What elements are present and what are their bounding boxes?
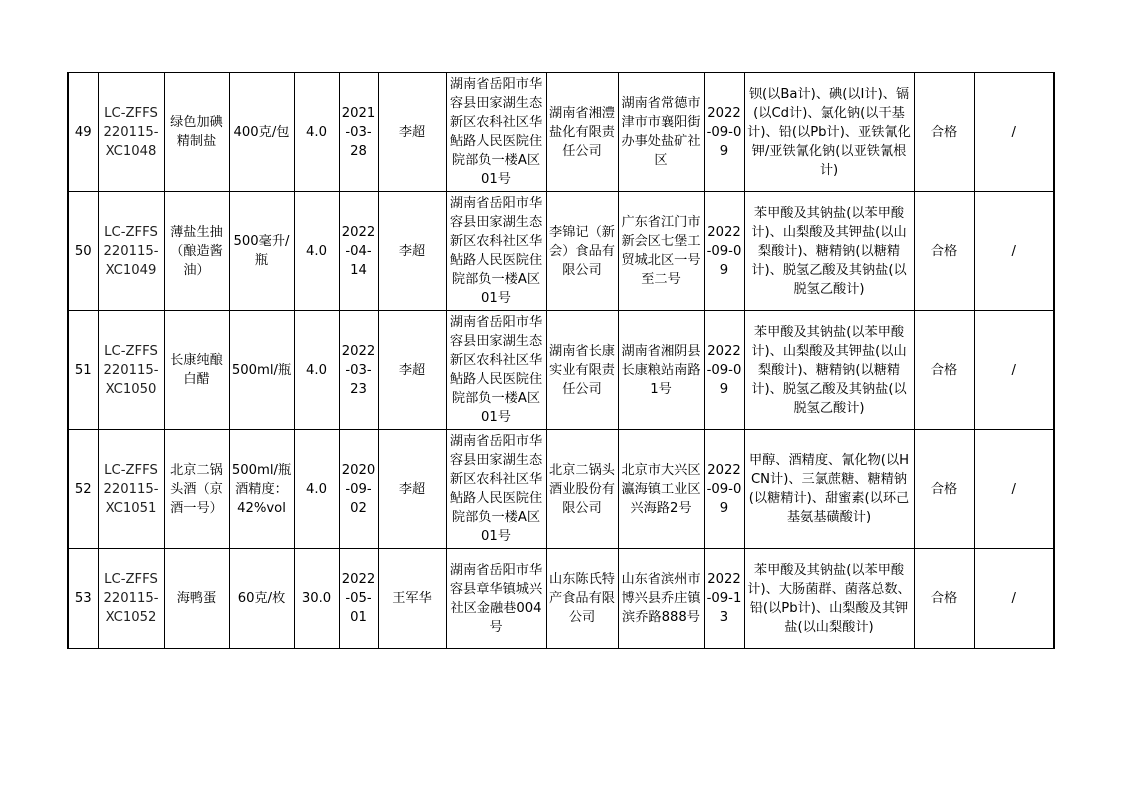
production-date: 2022-03-23 <box>339 311 378 430</box>
product-name: 绿色加碘精制盐 <box>164 73 229 192</box>
row-number: 51 <box>68 311 98 430</box>
product-name: 长康纯酿白醋 <box>164 311 229 430</box>
remark: / <box>974 549 1054 649</box>
remark: / <box>974 430 1054 549</box>
product-spec: 500ml/瓶 <box>229 311 294 430</box>
sampling-site: 湖南省岳阳市华容县田家湖生态新区农科社区华鲇路人民医院住院部负一楼A区01号 <box>446 430 546 549</box>
sample-code: LC-ZFFS220115-XC1051 <box>98 430 164 549</box>
producer-name: 李锦记（新会）食品有限公司 <box>546 192 618 311</box>
sample-code: LC-ZFFS220115-XC1048 <box>98 73 164 192</box>
product-price: 4.0 <box>294 430 339 549</box>
producer-address: 北京市大兴区瀛海镇工业区兴海路2号 <box>618 430 704 549</box>
test-result: 合格 <box>914 73 974 192</box>
product-price: 4.0 <box>294 311 339 430</box>
test-date: 2022-09-09 <box>704 311 744 430</box>
test-items: 甲醇、酒精度、氰化物(以HCN计)、三氯蔗糖、糖精钠(以糖精计)、甜蜜素(以环己基氨基磺酸计) <box>744 430 914 549</box>
producer-name: 北京二锅头酒业股份有限公司 <box>546 430 618 549</box>
sample-code: LC-ZFFS220115-XC1050 <box>98 311 164 430</box>
sample-code: LC-ZFFS220115-XC1049 <box>98 192 164 311</box>
test-date: 2022-09-09 <box>704 73 744 192</box>
table-row <box>68 73 1054 192</box>
product-spec: 400克/包 <box>229 73 294 192</box>
test-date: 2022-09-09 <box>704 430 744 549</box>
producer-name: 湖南省长康实业有限责任公司 <box>546 311 618 430</box>
product-spec: 500ml/瓶 酒精度：42%vol <box>229 430 294 549</box>
sampler-name: 李超 <box>378 192 446 311</box>
production-date: 2021-03-28 <box>339 73 378 192</box>
row-number: 50 <box>68 192 98 311</box>
test-result: 合格 <box>914 192 974 311</box>
producer-address: 广东省江门市新会区七堡工贸城北区一号至二号 <box>618 192 704 311</box>
sampling-site: 湖南省岳阳市华容县章华镇城兴社区金融巷004号 <box>446 549 546 649</box>
product-price: 4.0 <box>294 73 339 192</box>
row-number: 49 <box>68 73 98 192</box>
product-spec: 500毫升/瓶 <box>229 192 294 311</box>
production-date: 2020-09-02 <box>339 430 378 549</box>
table-row <box>68 192 1054 311</box>
product-spec: 60克/枚 <box>229 549 294 649</box>
row-number: 53 <box>68 549 98 649</box>
sampler-name: 李超 <box>378 73 446 192</box>
test-date: 2022-09-09 <box>704 192 744 311</box>
test-items: 苯甲酸及其钠盐(以苯甲酸计)、大肠菌群、菌落总数、铅(以Pb计)、山梨酸及其钾盐(以山梨酸计) <box>744 549 914 649</box>
product-name: 薄盐生抽（酿造酱油） <box>164 192 229 311</box>
test-date: 2022-09-13 <box>704 549 744 649</box>
sampler-name: 李超 <box>378 311 446 430</box>
product-price: 30.0 <box>294 549 339 649</box>
remark: / <box>974 192 1054 311</box>
test-items: 苯甲酸及其钠盐(以苯甲酸计)、山梨酸及其钾盐(以山梨酸计)、糖精钠(以糖精计)、脱氢乙酸及其钠盐(以脱氢乙酸计) <box>744 311 914 430</box>
production-date: 2022-04-14 <box>339 192 378 311</box>
sampling-site: 湖南省岳阳市华容县田家湖生态新区农科社区华鲇路人民医院住院部负一楼A区01号 <box>446 311 546 430</box>
table-row <box>68 549 1054 649</box>
producer-address: 湖南省常德市津市市襄阳街办事处盐矿社区 <box>618 73 704 192</box>
row-number: 52 <box>68 430 98 549</box>
sample-code: LC-ZFFS220115-XC1052 <box>98 549 164 649</box>
product-name: 北京二锅头酒（京酒一号） <box>164 430 229 549</box>
sampler-name: 李超 <box>378 430 446 549</box>
sampling-site: 湖南省岳阳市华容县田家湖生态新区农科社区华鲇路人民医院住院部负一楼A区01号 <box>446 192 546 311</box>
table-row <box>68 311 1054 430</box>
sampling-site: 湖南省岳阳市华容县田家湖生态新区农科社区华鲇路人民医院住院部负一楼A区01号 <box>446 73 546 192</box>
producer-address: 山东省滨州市博兴县乔庄镇滨乔路888号 <box>618 549 704 649</box>
remark: / <box>974 73 1054 192</box>
test-items: 苯甲酸及其钠盐(以苯甲酸计)、山梨酸及其钾盐(以山梨酸计)、糖精钠(以糖精计)、脱氢乙酸及其钠盐(以脱氢乙酸计) <box>744 192 914 311</box>
test-result: 合格 <box>914 311 974 430</box>
test-result: 合格 <box>914 549 974 649</box>
test-result: 合格 <box>914 430 974 549</box>
production-date: 2022-05-01 <box>339 549 378 649</box>
producer-name: 山东陈氏特产食品有限公司 <box>546 549 618 649</box>
producer-address: 湖南省湘阴县长康粮站南路1号 <box>618 311 704 430</box>
sampler-name: 王军华 <box>378 549 446 649</box>
table-row <box>68 430 1054 549</box>
inspection-results-table <box>67 72 1055 649</box>
test-items: 钡(以Ba计)、碘(以I计)、镉(以Cd计)、氯化钠(以干基计)、铅(以Pb计)、亚铁氰化钾/亚铁氰化钠(以亚铁氰根计) <box>744 73 914 192</box>
producer-name: 湖南省湘澧盐化有限责任公司 <box>546 73 618 192</box>
product-name: 海鸭蛋 <box>164 549 229 649</box>
remark: / <box>974 311 1054 430</box>
product-price: 4.0 <box>294 192 339 311</box>
